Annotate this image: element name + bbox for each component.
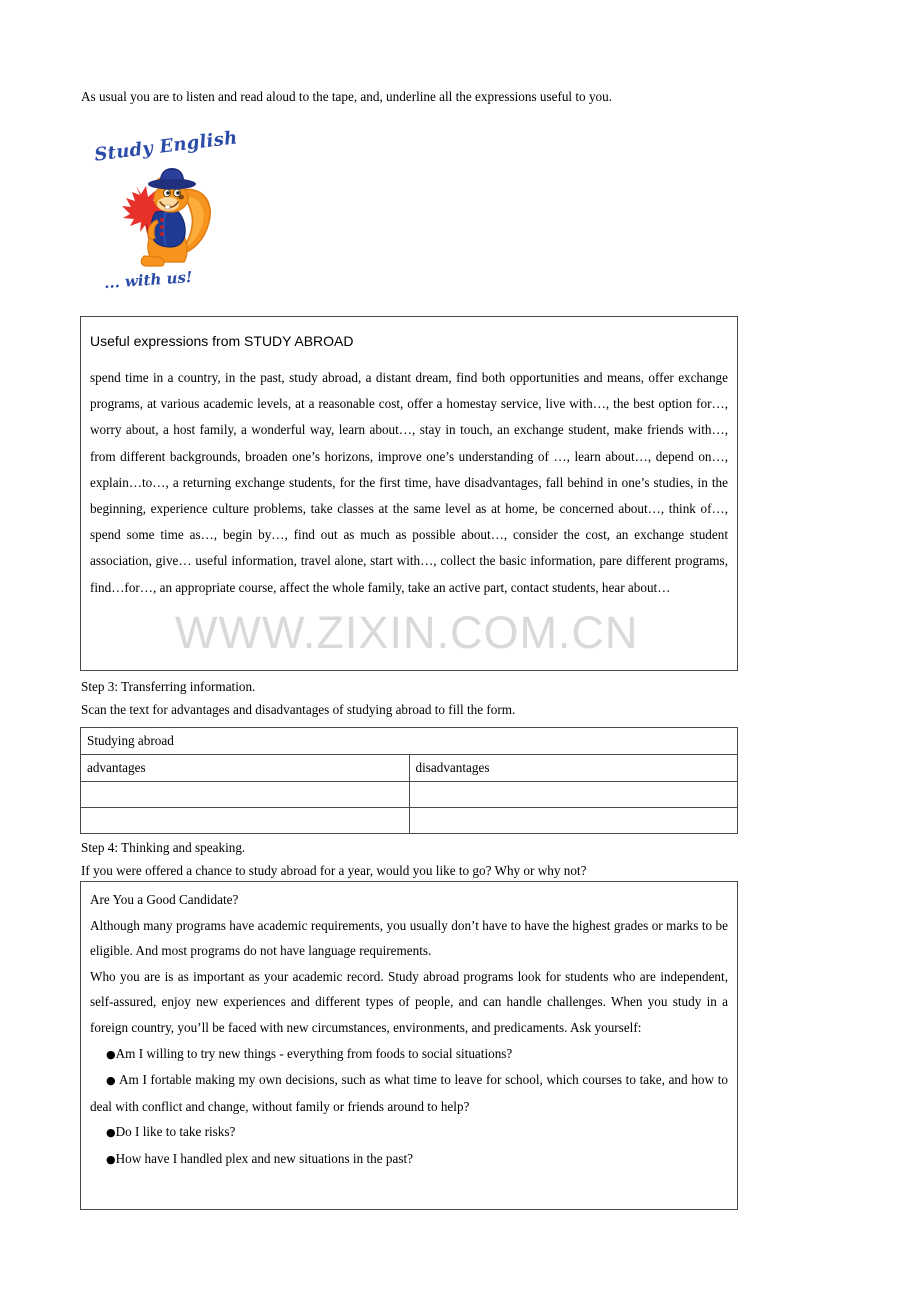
table-cell-advantages-2[interactable] [81, 808, 410, 834]
useful-expressions-body: spend time in a country, in the past, study abroad, a distant dream, find both opportunities and means, offer exchange programs, at various academic levels, at a reasonable cost, offer a homestay service, live with…, the best option for…, worry about, a host family, a wonderful way, learn about…, stay in touch, an exchange student, make friends with…, from different backgrounds, broaden one’s horizons, improve one’s understanding of …, learn about…, depend on…, explain…to…, a returning exchange students, for the first time, have disadvantages, fall behind in one’s studies, in the beginning, experience culture problems, take classes at the same level as at home, be concerned about…, think of…, spend some time as…, begin by…, find out as much as possible about…, consider the cost, an exchange student association, give… useful information, travel alone, start with…, collect the basic information, pare different programs, find…for…, an appropriate course, affect the whole family, take an active part, contact students, hear about… [90, 370, 728, 595]
candidate-bullet-2 [89, 1067, 729, 1119]
step3-title: Step 3: Transferring information. [81, 679, 256, 694]
step4-subtitle: If you were offered a chance to study abroad for a year, would you like to go? Why or why not? [81, 863, 587, 878]
logo-tagline-text: ... with us! [103, 267, 194, 293]
bullet-dot-icon: ● [106, 1047, 116, 1061]
candidate-bullet-3 [89, 1119, 729, 1146]
table-caption-row [81, 728, 738, 755]
candidate-bullet-4 [89, 1146, 729, 1173]
good-candidate-box [80, 881, 738, 1210]
intro-paragraph: As usual you are to listen and read aloud to the tape, and, underline all the expressions useful to you. [81, 89, 613, 104]
table-header-row [81, 755, 738, 782]
bullet-dot-icon: ● [106, 1074, 116, 1088]
candidate-bullet-3-text: Do I like to take risks? [115, 1124, 236, 1140]
bullet-dot-icon: ● [106, 1126, 116, 1140]
step4-title: Step 4: Thinking and speaking. [81, 840, 246, 855]
table-caption-cell: Studying abroad [81, 728, 738, 755]
table-cell-disadvantages-1[interactable] [409, 782, 738, 808]
candidate-paragraph-2: Who you are is as important as your academic record. Study abroad programs look for students who are independent, self-assured, enjoy new experiences and different types of people, and can handle challenges. When you study in a foreign country, you’ll be faced with new circumstances, environments, and predicaments. Ask yourself: [90, 968, 728, 1035]
table-cell-advantages-1[interactable] [81, 782, 410, 808]
useful-expressions-box [80, 316, 738, 671]
study-english-logo [88, 128, 238, 306]
useful-expressions-heading: Useful expressions from STUDY ABROAD [90, 333, 354, 349]
candidate-heading: Are You a Good Candidate? [90, 892, 239, 907]
candidate-bullet-4-text: How have I handled plex and new situations in the past? [115, 1150, 413, 1166]
table-header-advantages: advantages [81, 755, 410, 782]
site-watermark: WWW.ZIXIN.COM.CN [175, 607, 639, 658]
studying-abroad-table [80, 727, 738, 834]
candidate-bullet-2-text: Am I fortable making my own decisions, such as what time to leave for school, which courses to take, and how to deal with conflict and change, without family or friends around to help? [90, 1072, 728, 1114]
bullet-dot-icon: ● [106, 1152, 116, 1166]
candidate-paragraph-1: Although many programs have academic requirements, you usually don’t have to have the highest grades or marks to be eligible. And most programs do not have language requirements. [90, 917, 728, 959]
squirrel-mascot-icon [110, 164, 220, 272]
table-row[interactable] [81, 808, 738, 834]
step3-subtitle: Scan the text for advantages and disadvantages of studying abroad to fill the form. [81, 702, 516, 717]
logo-title-text: Study English [93, 127, 239, 166]
candidate-bullet-1-text: Am I willing to try new things - everything from foods to social situations? [115, 1045, 513, 1061]
table-header-disadvantages: disadvantages [409, 755, 738, 782]
table-cell-disadvantages-2[interactable] [409, 808, 738, 834]
table-row[interactable] [81, 782, 738, 808]
candidate-bullet-1 [89, 1041, 729, 1068]
